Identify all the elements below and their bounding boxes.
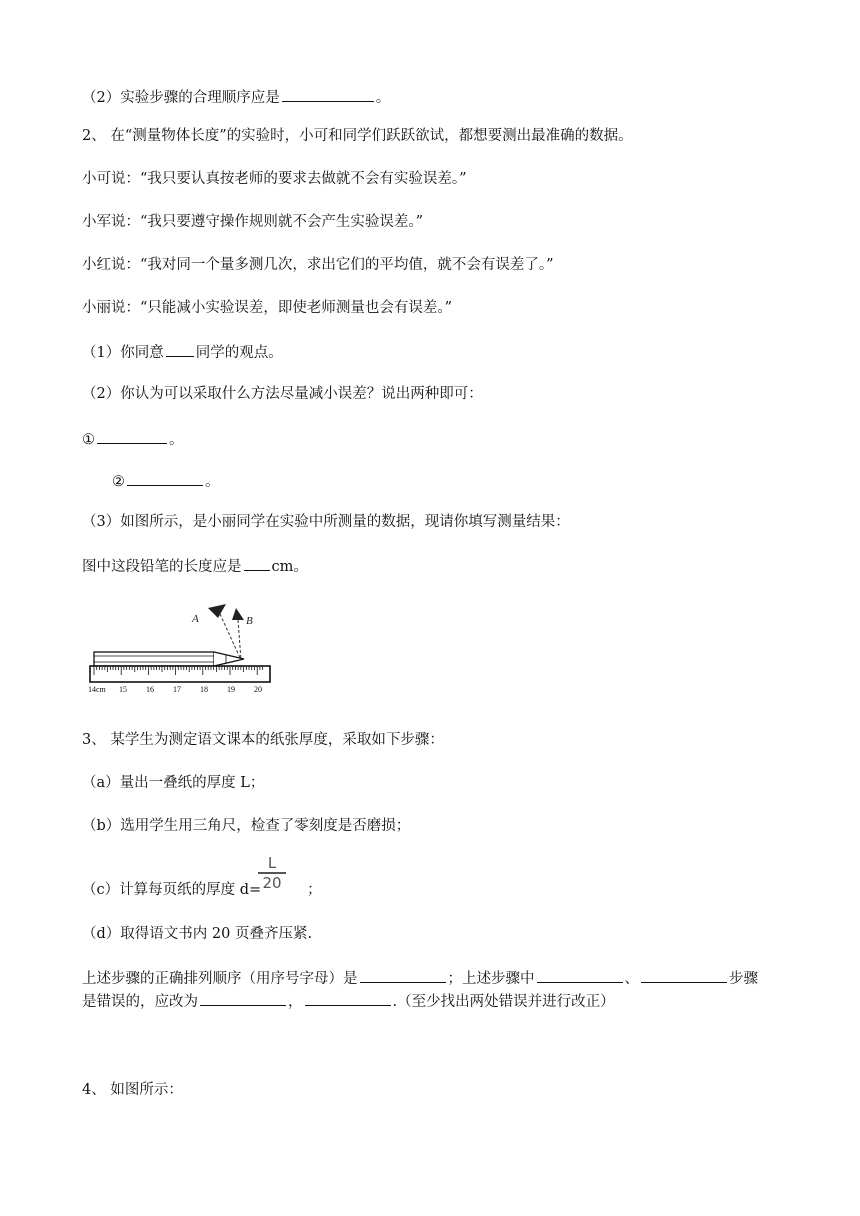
wrong-step-blank-2[interactable] — [641, 967, 727, 983]
sight-line-b — [238, 620, 241, 660]
q2-speech-xiaoli: 小丽说：“只能减小实验误差，即使老师测量也会有误差。” — [82, 300, 453, 316]
q1-order-prefix: （2）实验步骤的合理顺序应是 — [82, 90, 280, 106]
fraction-numerator: L — [258, 854, 286, 874]
q2-part1-suffix: 同学的观点。 — [195, 345, 283, 361]
q2-agree-blank[interactable] — [166, 341, 194, 357]
q1-order-suffix: 。 — [375, 90, 391, 106]
ruler — [88, 666, 270, 694]
ruler-label-14: 14cm — [88, 685, 106, 694]
q2-part1-prefix: （1）你同意 — [82, 345, 164, 361]
method-2-period: 。 — [205, 474, 220, 490]
length-prefix: 图中这段铅笔的长度应是 — [82, 559, 242, 575]
q2-part3: （3）如图所示，是小丽同学在实验中所测量的数据，现请你填写测量结果： — [82, 514, 570, 530]
line2-suffix: .（至少找出两处错误并进行改正） — [392, 994, 615, 1010]
step-c-suffix: ； — [307, 882, 322, 898]
pencil-ruler-figure — [86, 600, 286, 700]
length-suffix: cm。 — [271, 559, 308, 575]
ruler-label-17: 17 — [173, 685, 181, 694]
ruler-label-18: 18 — [200, 685, 208, 694]
ruler-label-15: 15 — [119, 685, 127, 694]
thickness-fraction — [258, 854, 286, 892]
q3-intro: 3、 某学生为测定语文课本的纸张厚度，采取如下步骤： — [82, 732, 444, 748]
q3-answer-line-2 — [82, 990, 615, 1012]
label-a: A — [192, 613, 199, 625]
q1-order-blank[interactable] — [282, 86, 374, 102]
method-1-period: 。 — [169, 432, 184, 448]
q3-step-d: （d）取得语文书内 20 页叠齐压紧. — [82, 926, 313, 942]
order-blank[interactable] — [360, 967, 446, 983]
method-1-blank[interactable] — [97, 428, 167, 444]
order-tail: 步骤 — [729, 971, 758, 987]
step-c-prefix: （c）计算每页纸的厚度 d= — [82, 882, 262, 898]
q2-part2: （2）你认为可以采取什么方法尽量减小误差？说出两种即可： — [82, 386, 483, 402]
q1-order-line — [82, 86, 390, 108]
q3-answer-line-1 — [82, 967, 758, 989]
pencil — [94, 652, 244, 666]
label-b: B — [246, 615, 253, 627]
q2-intro: 2、 在“测量物体长度”的实验时，小可和同学们跃跃欲试，都想要测出最准确的数据。 — [82, 128, 633, 144]
eye-b-icon — [232, 608, 244, 620]
q2-method-2 — [112, 470, 220, 492]
length-blank[interactable] — [244, 555, 270, 571]
order-prefix: 上述步骤的正确排列顺序（用序号字母）是 — [82, 971, 358, 987]
ruler-label-16: 16 — [146, 685, 154, 694]
q2-speech-xiaojun: 小军说：“我只要遵守操作规则就不会产生实验误差。” — [82, 214, 424, 230]
line2-prefix: 是错误的，应改为 — [82, 994, 198, 1010]
correction-blank-2[interactable] — [305, 990, 391, 1006]
ruler-label-19: 19 — [227, 685, 235, 694]
q2-speech-xiaohong: 小红说：“我对同一个量多测几次，求出它们的平均值，就不会有误差了。” — [82, 257, 554, 273]
q4-intro: 4、 如图所示： — [82, 1082, 183, 1098]
correction-blank-1[interactable] — [200, 990, 286, 1006]
order-mid: ；上述步骤中 — [447, 971, 535, 987]
method-2-marker: ② — [112, 474, 125, 490]
method-1-marker: ① — [82, 432, 95, 448]
ruler-label-20: 20 — [254, 685, 262, 694]
q2-part1 — [82, 341, 283, 363]
q2-speech-xiaoke: 小可说：“我只要认真按老师的要求去做就不会有实验误差。” — [82, 171, 467, 187]
method-2-blank[interactable] — [127, 470, 203, 486]
comma-2: ， — [288, 994, 303, 1010]
q2-method-1 — [82, 428, 184, 450]
q2-length-line — [82, 555, 308, 577]
eye-a-icon — [208, 604, 226, 618]
fraction-denominator: 20 — [262, 874, 282, 892]
q3-step-b: （b）选用学生用三角尺，检查了零刻度是否磨损； — [82, 818, 411, 834]
comma-1: 、 — [624, 971, 639, 987]
wrong-step-blank-1[interactable] — [537, 967, 623, 983]
q3-step-a: （a）量出一叠纸的厚度 L； — [82, 775, 265, 791]
